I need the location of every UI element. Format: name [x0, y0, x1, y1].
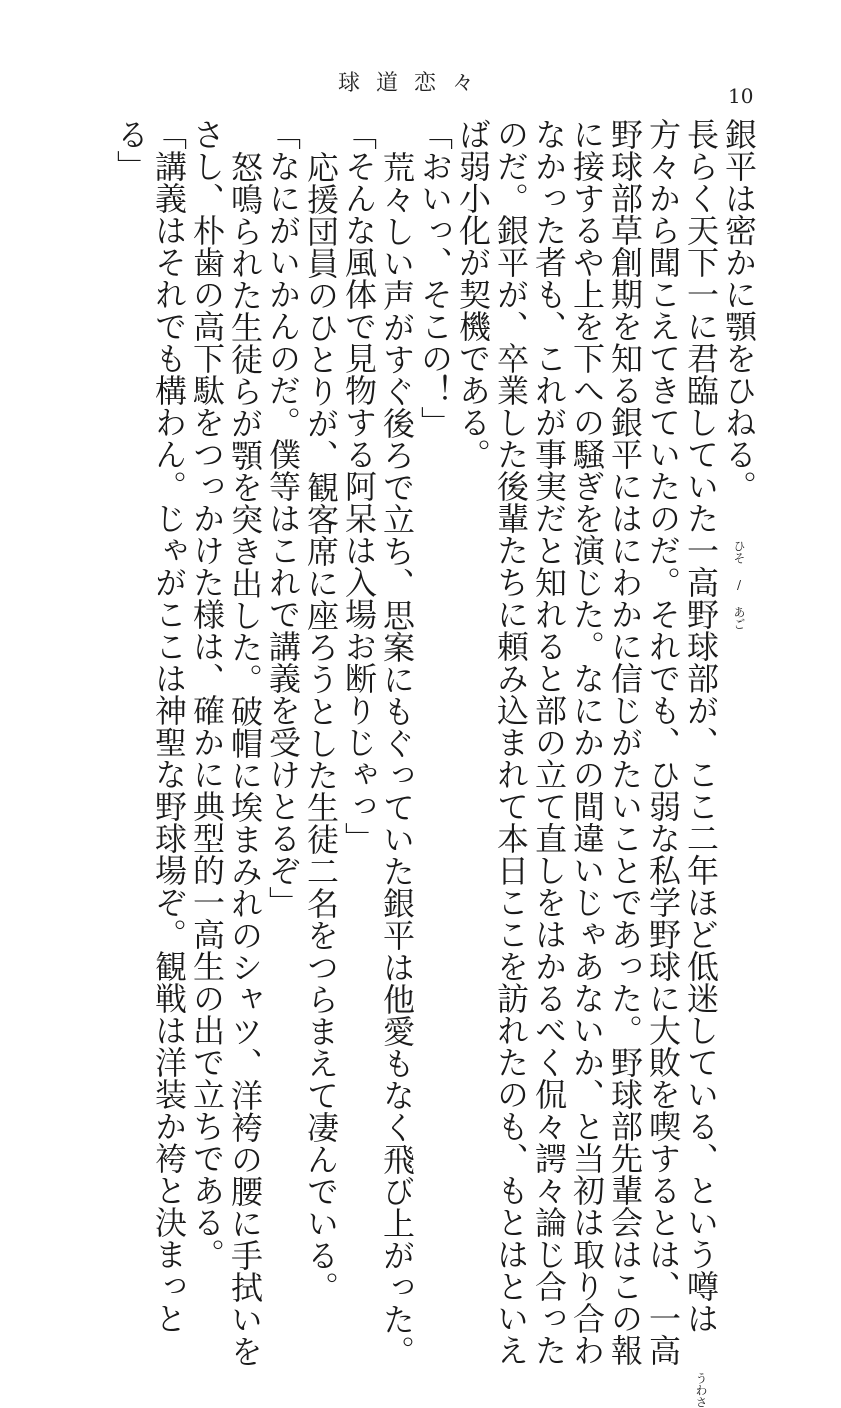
- text-line-5: に接するや上を下への騒ぎを演じた。なにかの間違いじゃあないか、と当初は取り合わ: [568, 118, 606, 1366]
- text-line-12: 応援団員のひとりが、観客席に座ろうとした生徒二名をつらまえて凄んでいる。: [302, 151, 340, 1303]
- text-line-13: 「なにがいかんのだ。僕等はこれで講義を受けとるぞ」: [264, 118, 302, 918]
- text-line-6: なかった者も、これが事実だと知れると部の立て直しをはかるべく侃々諤々論じ合った: [530, 118, 568, 1366]
- line-1-text: 銀平は密かに顎をひねる。: [720, 118, 758, 502]
- page-number: 10: [728, 84, 754, 108]
- text-line-7: のだ。銀平が、卒業した後輩たちに頼み込まれて本日ここを訪れたのも、もとはといえ: [492, 118, 530, 1366]
- text-line-9: 「おいっ、そこの！」: [416, 118, 454, 438]
- text-line-1: [720, 118, 758, 1178]
- text-line-10: 荒々しい声がすぐ後ろで立ち、思案にもぐっていた銀平は他愛もなく飛び上がった。: [378, 151, 416, 1367]
- line-2-text: 長らく天下一に君臨していた一高野球部が、ここ二年ほど低迷している、という噂は: [682, 118, 720, 1334]
- text-line-15: さし、朴歯の高下駄をつっかけた様は、確かに典型的一高生の出で立ちである。: [188, 118, 226, 1270]
- text-line-3: 方々から聞こえてきていたのだ。それでも、ひ弱な私学野球に大敗を喫するとは、一高: [644, 118, 682, 1366]
- text-line-17: る」: [112, 118, 150, 182]
- text-line-4: 野球部草創期を知る銀平にはにわかに信じがたいことであった。野球部先輩会はこの報: [606, 118, 644, 1366]
- text-line-14: 怒鳴られた生徒らが顎を突き出した。破帽に埃まみれのシャツ、洋袴の腰に手拭いを: [226, 151, 264, 1367]
- line-2-ruby: うわさ: [694, 1372, 708, 1408]
- text-line-8: ば弱小化が契機である。: [454, 118, 492, 470]
- text-line-11: 「そんな風体で見物する阿呆は入場お断りじゃっ」: [340, 118, 378, 854]
- text-line-16: 「講義はそれでも構わん。じゃがここは神聖な野球場ぞ。観戦は洋装か袴と決まっと: [150, 118, 188, 1334]
- line-1-ruby: ひそ / あご: [732, 540, 746, 630]
- running-head-title: 球道恋々: [338, 71, 491, 96]
- text-line-2: [682, 118, 720, 1408]
